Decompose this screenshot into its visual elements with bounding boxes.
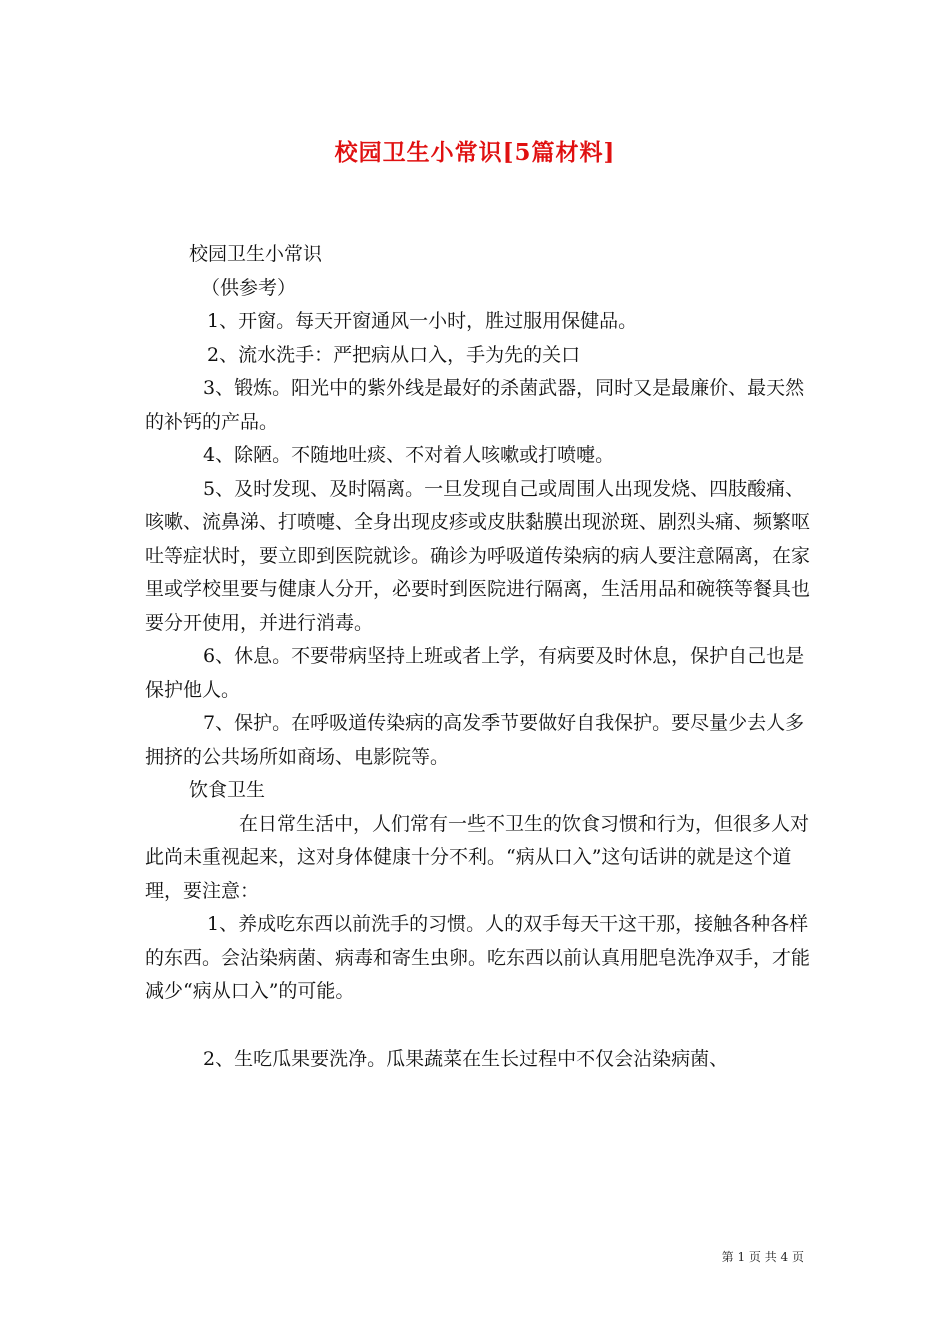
paragraph-item-4: 4、除陋。不随地吐痰、不对着人咳嗽或打喷嚏。 <box>203 444 615 466</box>
section-heading-diet-hygiene: 饮食卫生 <box>189 779 266 801</box>
paragraph-item-7: 7、保护。在呼吸道传染病的高发季节要做好自我保护。要尽量少去人多拥挤的公共场所如商场、电影院等。 <box>145 712 805 768</box>
paragraph-item-6: 6、休息。不要带病坚持上班或者上学，有病要及时休息，保护自己也是保护他人。 <box>145 645 805 701</box>
paragraph-item-3: 3、锻炼。阳光中的紫外线是最好的杀菌武器，同时又是最廉价、最天然的补钙的产品。 <box>145 377 805 433</box>
paragraph-diet-item-1: 1、养成吃东西以前洗手的习惯。人的双手每天干这干那，接触各种各样的东西。会沾染病菌、病毒和寄生虫卵。吃东西以前认真用肥皂洗净双手，才能减少“病从口入”的可能。 <box>145 913 811 1002</box>
paragraph-diet-intro: 在日常生活中，人们常有一些不卫生的饮食习惯和行为，但很多人对此尚未重视起来，这对身体健康十分不利。“病从口入”这句话讲的就是这个道理，要注意： <box>145 812 810 902</box>
paragraph-diet-item-2: 2、生吃瓜果要洗净。瓜果蔬菜在生长过程中不仅会沾染病菌、 <box>203 1047 729 1070</box>
page-number-footer: 第 1 页 共 4 页 <box>721 1250 804 1264</box>
reference-note: （供参考） <box>201 276 297 299</box>
section-heading-campus-hygiene: 校园卫生小常识 <box>189 243 323 265</box>
paragraph-item-1: 1、开窗。每天开窗通风一小时，胜过服用保健品。 <box>207 310 638 332</box>
document-title: 校园卫生小常识[5篇材料] <box>334 139 616 166</box>
document-body <box>145 238 815 1076</box>
paragraph-item-2: 2、流水洗手：严把病从口入，手为先的关口 <box>207 343 581 366</box>
paragraph-item-5: 5、及时发现、及时隔离。一旦发现自己或周围人出现发烧、四肢酸痛、咳嗽、流鼻涕、打喷嚏、全身出现皮疹或皮肤黏膜出现淤斑、剧烈头痛、频繁呕吐等症状时，要立即到医院就诊。确诊为呼吸道传染病的病人要注意隔离，在家里或学校里要与健康人分开，必要时到医院进行隔离，生活用品和碗筷等餐具也要分开使用，并进行消毒。 <box>145 477 811 634</box>
